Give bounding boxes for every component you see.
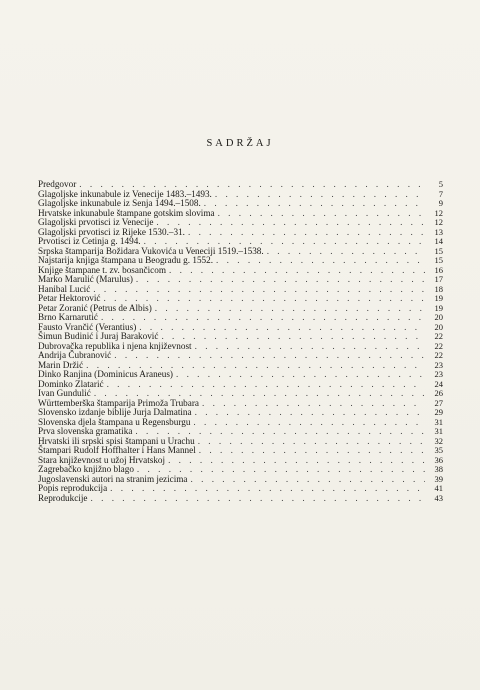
dot-leader <box>204 199 425 209</box>
toc-entry-page: 13 <box>434 226 443 237</box>
toc-entry-title: Prvotisci iz Cetinja g. 1494. <box>38 236 141 246</box>
toc-entry <box>38 275 443 285</box>
toc-entry-page: 16 <box>434 264 443 275</box>
toc-entry-title: Dominko Zlatarić <box>38 378 104 389</box>
dot-leader <box>216 256 425 266</box>
toc-entry-page: 32 <box>434 435 443 446</box>
dot-leader <box>168 456 425 466</box>
toc-entry-title: Dubrovačka republika i njena književnost <box>38 340 192 351</box>
toc-entry-title: Srpska štamparija Božidara Vukovića u Veneciji 1519.–1538. <box>38 245 264 256</box>
toc-entry <box>38 484 443 494</box>
toc-entry-title: Šimun Budinić i Juraj Baraković <box>38 331 159 341</box>
dot-leader <box>218 209 425 219</box>
dot-leader <box>169 266 425 276</box>
dot-leader <box>114 351 425 361</box>
dot-leader <box>188 228 425 238</box>
toc-entry-page: 22 <box>434 350 443 360</box>
dot-leader <box>195 342 425 352</box>
dot-leader <box>198 437 425 447</box>
toc-entry-title: Brno Karnarutić <box>38 312 98 322</box>
toc-entry-title: Prva slovenska gramatika <box>38 426 133 436</box>
toc-entry-title: Štampari Rudolf Hoffhalter i Hans Mannel <box>38 445 196 455</box>
toc-entry-page: 5 <box>438 179 443 189</box>
dot-leader <box>161 332 425 342</box>
toc-entry-title: Hrvatske inkunabule štampane gotskim slovima <box>38 207 215 218</box>
toc-entry-title: Glagoljske inkunabule iz Senja 1494.–1508. <box>38 198 201 208</box>
toc-entry-title: Najstarija knjiga štampana u Beogradu g. 1552. <box>38 255 214 265</box>
dot-leader <box>267 247 425 257</box>
toc-entry-title: Württemberška štamparija Primoža Trubara <box>38 397 199 408</box>
toc-entry-title: Reprodukcije <box>38 492 88 503</box>
toc-entry-page: 18 <box>434 283 443 294</box>
dot-leader <box>139 323 425 333</box>
toc-entry-title: Stara književnost u užoj Hrvatskoj <box>38 454 166 465</box>
toc-entry-title: Fausto Vrančić (Verantius) <box>38 321 137 332</box>
toc-entry-page: 24 <box>434 378 443 389</box>
table-of-contents <box>38 180 443 503</box>
toc-entry-page: 17 <box>434 274 443 284</box>
dot-leader <box>156 218 425 228</box>
toc-entry-page: 15 <box>434 255 443 265</box>
toc-entry-page: 7 <box>438 188 443 199</box>
toc-entry-page: 22 <box>434 331 443 341</box>
toc-entry-page: 19 <box>434 293 443 303</box>
toc-entry <box>38 380 443 390</box>
toc-entry-title: Hrvatski ili srpski spisi štampani u Urachu <box>38 435 195 446</box>
toc-entry-page: 36 <box>434 454 443 465</box>
toc-entry-title: Knjige štampane t. zv. bosančicom <box>38 264 166 275</box>
toc-entry-page: 12 <box>434 207 443 218</box>
dot-leader <box>215 190 425 200</box>
dot-leader <box>136 275 425 285</box>
toc-entry-page: 14 <box>434 236 443 246</box>
toc-entry-page: 23 <box>434 359 443 370</box>
toc-entry-page: 29 <box>434 407 443 417</box>
toc-entry-page: 19 <box>434 302 443 313</box>
toc-entry-title: Marin Držić <box>38 359 84 370</box>
toc-entry-page: 27 <box>434 397 443 408</box>
dot-leader <box>191 475 425 485</box>
toc-entry-title: Marko Marulić (Marulus) <box>38 274 133 284</box>
toc-entry-title: Zagrebačko knjižno blago <box>38 464 134 474</box>
toc-entry-page: 31 <box>434 416 443 427</box>
toc-entry-title: Glagoljski prvotisci iz Rijeke 1530.–31. <box>38 226 185 237</box>
toc-entry-page: 38 <box>434 464 443 474</box>
dot-leader <box>193 418 425 428</box>
toc-entry-page: 9 <box>438 198 443 208</box>
toc-entry <box>38 304 443 314</box>
contents-heading: SADRŽAJ <box>206 138 274 149</box>
toc-entry-title: Predgovor <box>38 179 77 189</box>
toc-entry <box>38 351 443 361</box>
dot-leader <box>110 484 425 494</box>
toc-entry-page: 31 <box>434 426 443 436</box>
toc-entry-title: Petar Zoranić (Petrus de Albis) <box>38 302 152 313</box>
toc-entry-page: 35 <box>434 445 443 455</box>
toc-entry-title: Popis reprodukcija <box>38 483 108 493</box>
toc-entry-page: 43 <box>434 492 443 503</box>
dot-leader <box>107 380 425 390</box>
toc-entry-title: Dinko Ranjina (Dominicus Araneus) <box>38 369 173 379</box>
dot-leader <box>199 446 425 456</box>
toc-entry-title: Glagoljske inkunabule iz Venecije 1483.–1493. <box>38 188 212 199</box>
toc-entry-page: 20 <box>434 321 443 332</box>
dot-leader <box>155 304 425 314</box>
dot-leader <box>176 370 425 380</box>
toc-entry-title: Andrija Čubranović <box>38 350 112 360</box>
toc-entry-title: Slovenska djela štampana u Regensburgu <box>38 416 191 427</box>
dot-leader <box>93 285 425 295</box>
toc-entry-title: Glagoljski prvotisci iz Venecije <box>38 217 154 227</box>
dot-leader <box>202 399 425 409</box>
toc-entry-page: 26 <box>434 388 443 398</box>
toc-entry-page: 39 <box>434 473 443 484</box>
toc-entry-page: 12 <box>434 217 443 227</box>
toc-entry-page: 20 <box>434 312 443 322</box>
toc-entry-title: Ivan Gundulić <box>38 388 91 398</box>
toc-entry-title: Petar Hektorović <box>38 293 101 303</box>
toc-entry <box>38 494 443 504</box>
toc-entry-title: Hanibal Lucić <box>38 283 91 294</box>
toc-entry-page: 22 <box>434 340 443 351</box>
dot-leader <box>195 408 425 418</box>
toc-entry-page: 23 <box>434 369 443 379</box>
dot-leader <box>91 494 426 504</box>
toc-entry-title: Jugoslavenski autori na stranim jezicima <box>38 473 188 484</box>
dot-leader <box>101 313 425 323</box>
toc-entry-title: Slovensko izdanje biblije Jurja Dalmatina <box>38 407 192 417</box>
toc-entry-page: 41 <box>434 483 443 493</box>
toc-entry-page: 15 <box>434 245 443 256</box>
